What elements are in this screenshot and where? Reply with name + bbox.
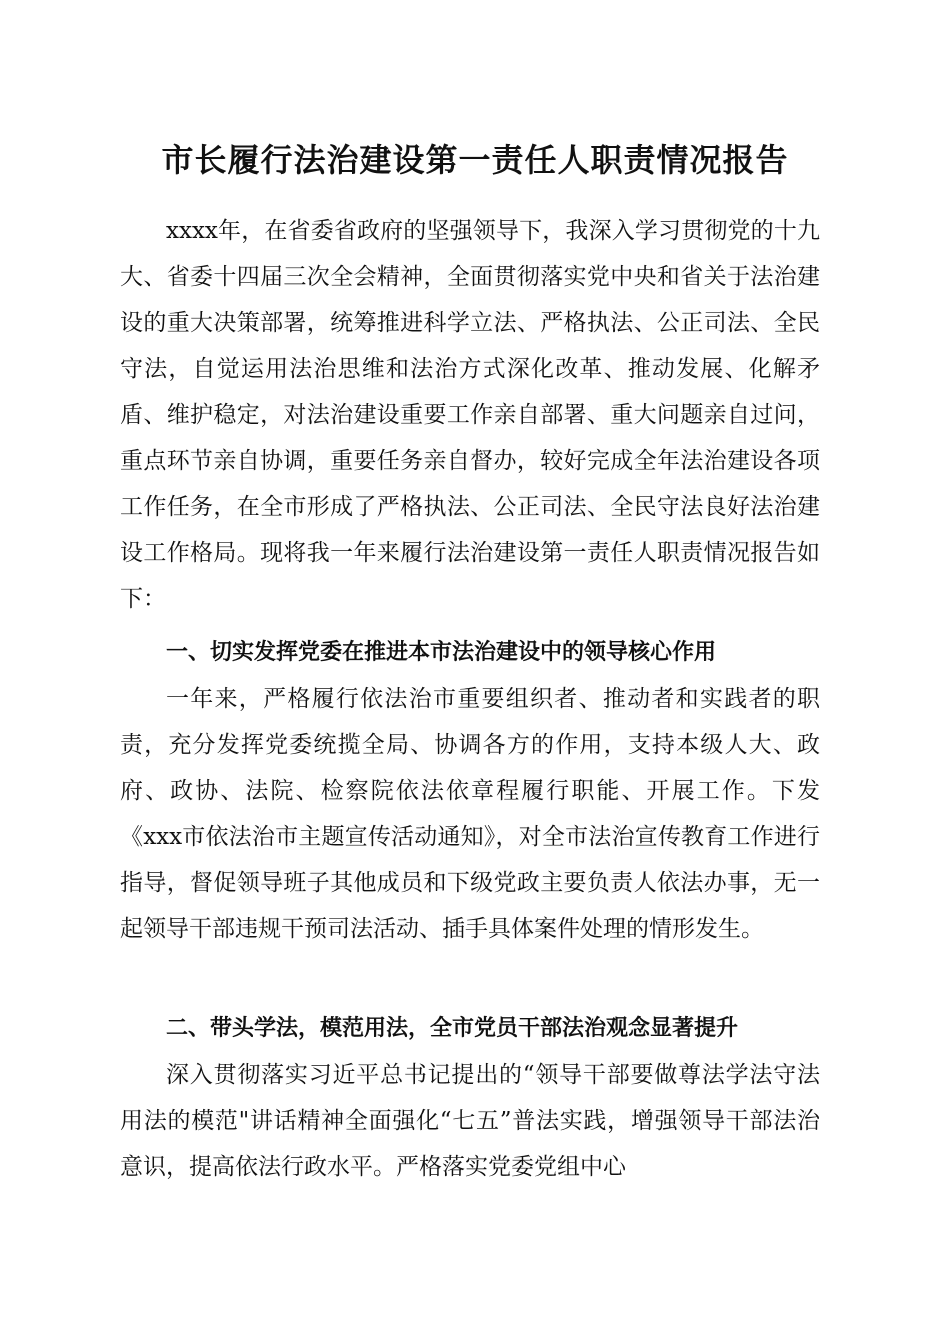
intro-paragraph: xxxx年，在省委省政府的坚强领导下，我深入学习贯彻党的十九大、省委十四届三次全会精神，全面贯彻落实党中央和省关于法治建设的重大决策部署，统筹推进科学立法、严格执法、公正司法、全民守法，自觉运用法治思维和法治方式深化改革、推动发展、化解矛盾、维护稳定，对法治建设重要工作亲自部署、重大问题亲自过问，重点环节亲自协调，重要任务亲自督办，较好完成全年法治建设各项工作任务，在全市形成了严格执法、公正司法、全民守法良好法治建设工作格局。现将我一年来履行法治建设第一责任人职责情况报告如下： [120, 218, 820, 612]
section-2-paragraph: 深入贯彻落实习近平总书记提出的“领导干部要做尊法学法守法用法的模范"讲话精神全面强化“七五”普法实践，增强领导干部法治意识，提高依法行政水平。严格落实党委党组中心 [120, 1062, 820, 1180]
document-title: 市长履行法治建设第一责任人职责情况报告 [161, 141, 789, 179]
section-1-paragraph: 一年来，严格履行依法治市重要组织者、推动者和实践者的职责，充分发挥党委统揽全局、协调各方的作用，支持本级人大、政府、政协、法院、检察院依法依章程履行职能、开展工作。下发《xxx市依法治市主题宣传活动通知》，对全市法治宣传教育工作进行指导，督促领导班子其他成员和下级党政主要负责人依法办事，无一起领导干部违规干预司法活动、插手具体案件处理的情形发生。 [120, 686, 820, 942]
section-1-heading: 一、切实发挥党委在推进本市法治建设中的领导核心作用 [166, 640, 717, 665]
section-2-heading: 二、带头学法，模范用法，全市党员干部法治观念显著提升 [166, 1016, 739, 1041]
